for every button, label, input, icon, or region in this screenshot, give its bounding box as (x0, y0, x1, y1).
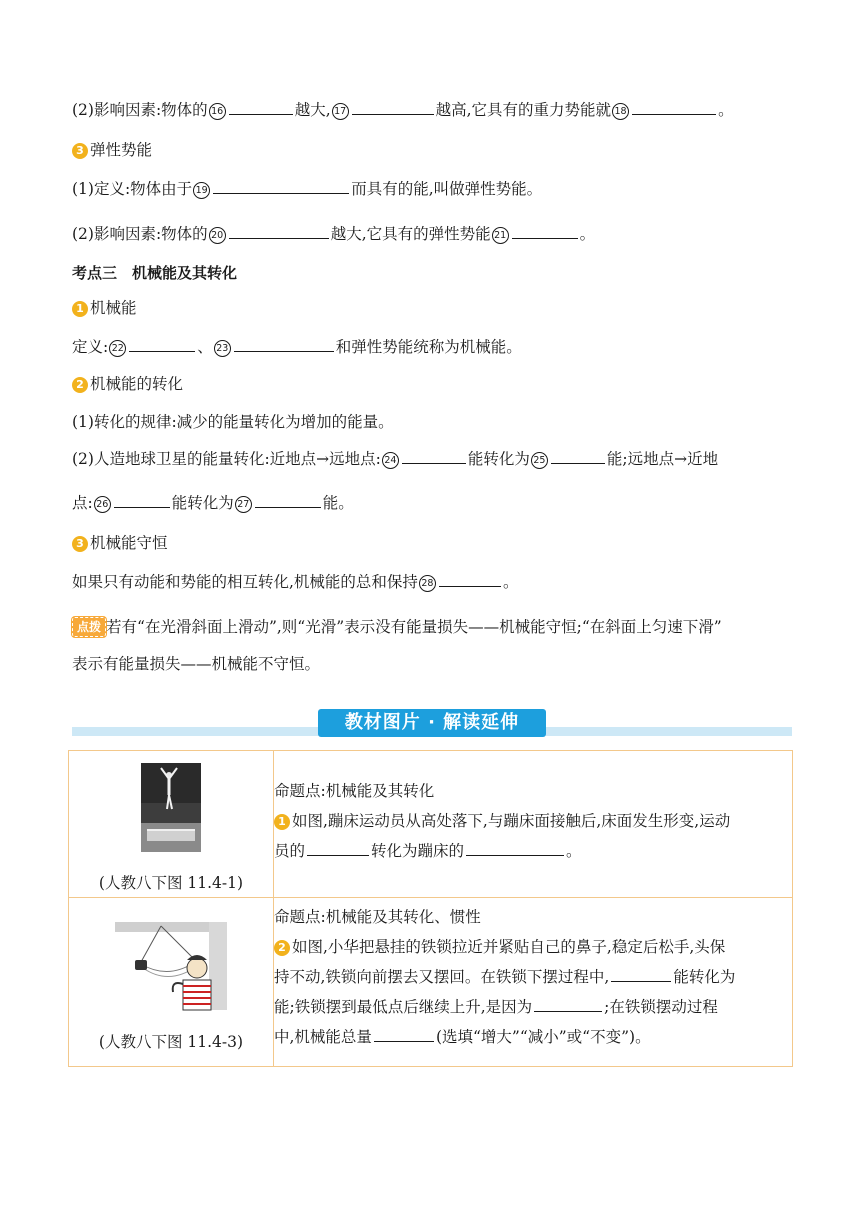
pendulum-drawing (113, 920, 229, 1012)
blank-number: 26 (94, 496, 111, 513)
answer-blank (229, 100, 293, 115)
heading-text: 机械能的转化 (90, 375, 184, 393)
text: 越高,它具有的重力势能就 (435, 101, 612, 119)
section-number: 3 (72, 143, 88, 159)
banner-title: 教材图片 · 解读延伸 (318, 709, 546, 737)
text: 能。 (322, 494, 354, 512)
heading-text: 机械能 (90, 299, 137, 317)
tip-line-1 (72, 617, 722, 637)
answer-blank (512, 224, 578, 239)
table-row (69, 898, 793, 1067)
answer-blank (374, 1027, 434, 1042)
text: 越大,它具有的弹性势能 (330, 225, 491, 243)
blank-number: 23 (214, 340, 231, 357)
section-number: 1 (72, 301, 88, 317)
text: 持不动,铁锁向前摆去又摆回。在铁锁下摆过程中, (274, 968, 610, 986)
text: 如果只有动能和势能的相互转化,机械能的总和保持 (72, 573, 418, 591)
text: (1)定义:物体由于 (72, 180, 193, 198)
topic-label: 命题点:机械能及其转化 (274, 782, 435, 800)
answer-blank (551, 449, 605, 464)
text: 。 (718, 101, 734, 119)
tip-line-2: 表示有能量损失——机械能不守恒。 (72, 655, 321, 673)
heading-text: 弹性势能 (90, 141, 153, 159)
conversion-heading (72, 374, 183, 394)
elastic-heading (72, 140, 152, 160)
conservation-heading (72, 533, 168, 553)
text: 点: (72, 494, 93, 512)
text: 中,机械能总量 (274, 1028, 372, 1046)
blank-number: 20 (209, 227, 226, 244)
satellite-line-cont (72, 493, 354, 513)
question-line (274, 992, 792, 1022)
answer-blank (611, 967, 671, 982)
blank-number: 17 (332, 103, 349, 120)
section-number: 3 (72, 536, 88, 552)
question-number: 2 (274, 940, 290, 956)
blank-number: 21 (492, 227, 509, 244)
answer-blank (255, 493, 321, 508)
text: 。 (502, 573, 519, 591)
blank-number: 16 (209, 103, 226, 120)
text: 若有“在光滑斜面上滑动”,则“光滑”表示没有能量损失——机械能守恒;“在斜面上匀速下滑” (106, 618, 722, 636)
answer-blank (352, 100, 434, 115)
elastic-definition (72, 179, 542, 199)
mech-heading (72, 298, 137, 318)
gravity-factors-line (72, 100, 734, 120)
text: 能转化为 (467, 450, 530, 468)
text: 能;铁锁摆到最低点后继续上升,是因为 (274, 998, 533, 1016)
conversion-rule: (1)转化的规律:减少的能量转化为增加的能量。 (72, 413, 394, 431)
conservation-text (72, 572, 518, 592)
question-number: 1 (274, 814, 290, 830)
answer-blank (129, 337, 195, 352)
text: 、 (197, 338, 213, 356)
text: (2)人造地球卫星的能量转化:近地点→远地点: (72, 450, 381, 468)
blank-number: 24 (382, 452, 399, 469)
question-line (274, 806, 792, 836)
tip-badge: 点拨 (72, 617, 106, 637)
answer-blank (402, 449, 466, 464)
text: 而具有的能,叫做弹性势能。 (351, 180, 543, 198)
table-row (69, 751, 793, 898)
answer-blank (229, 224, 329, 239)
question-cell (274, 751, 793, 898)
text: (选填“增大”“减小”或“不变”)。 (435, 1028, 651, 1046)
answer-blank (466, 841, 564, 856)
text: 能转化为 (673, 968, 736, 986)
figure-caption: (人教八下图 11.4-1) (98, 874, 244, 892)
text: (2)影响因素:物体的 (72, 225, 208, 243)
text: 。 (579, 225, 596, 243)
pendulum-icon (113, 920, 229, 1012)
trampoline-photo (141, 763, 201, 852)
blank-number: 22 (109, 340, 126, 357)
question-line (274, 962, 792, 992)
text: 能转化为 (171, 494, 234, 512)
elastic-factors (72, 224, 595, 244)
answer-blank (632, 100, 716, 115)
text: 定义: (72, 338, 109, 356)
image-cell (69, 751, 274, 898)
text: ;在铁锁摆动过程 (604, 998, 718, 1016)
text: 。 (566, 842, 582, 860)
section-number: 2 (72, 377, 88, 393)
answer-blank (114, 493, 170, 508)
question-cell (274, 898, 793, 1067)
trampoline-icon (141, 763, 201, 852)
text: 如图,小华把悬挂的铁锁拉近并紧贴自己的鼻子,稳定后松手,头保 (292, 938, 726, 956)
text: 越大, (294, 101, 331, 119)
answer-blank (213, 179, 349, 194)
text: 和弹性势能统称为机械能。 (335, 338, 522, 356)
answer-blank (307, 841, 369, 856)
figure-table (68, 750, 793, 1067)
text: 如图,蹦床运动员从高处落下,与蹦床面接触后,床面发生形变,运动 (292, 812, 731, 830)
text: (2)影响因素:物体的 (72, 101, 208, 119)
mech-definition (72, 337, 522, 357)
blank-number: 27 (235, 496, 252, 513)
question-line (274, 932, 792, 962)
blank-number: 25 (531, 452, 548, 469)
text: 转化为蹦床的 (371, 842, 465, 860)
topic-label: 命题点:机械能及其转化、惯性 (274, 908, 481, 926)
image-cell (69, 898, 274, 1067)
answer-blank (534, 997, 602, 1012)
question-line (274, 1022, 792, 1052)
section3-title: 考点三 机械能及其转化 (72, 264, 238, 282)
blank-number: 28 (419, 575, 436, 592)
heading-text: 机械能守恒 (90, 534, 168, 552)
answer-blank (439, 572, 501, 587)
answer-blank (234, 337, 334, 352)
figure-caption: (人教八下图 11.4-3) (98, 1033, 244, 1051)
blank-number: 18 (612, 103, 629, 120)
blank-number: 19 (193, 182, 210, 199)
question-line (274, 836, 792, 866)
satellite-line (72, 449, 718, 469)
text: 能;远地点→近地 (606, 450, 719, 468)
text: 员的 (274, 842, 306, 860)
